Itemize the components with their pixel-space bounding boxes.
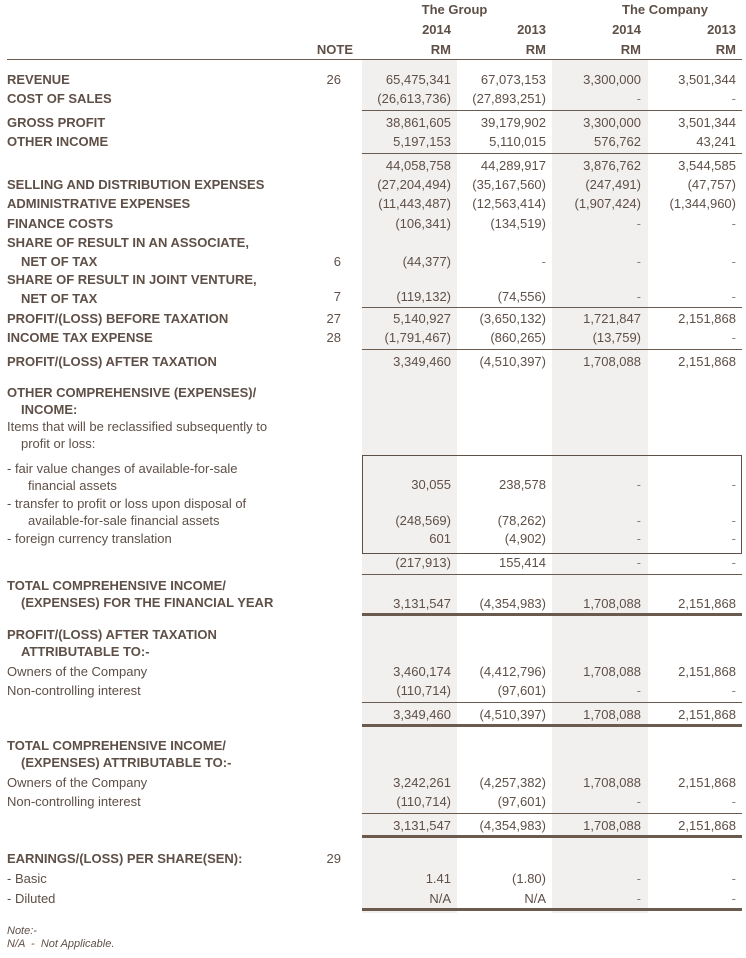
eps-label: EARNINGS/(LOSS) PER SHARE(SEN): bbox=[7, 851, 243, 866]
gross-profit-value: 38,861,605 bbox=[385, 115, 451, 130]
pat-label: PROFIT/(LOSS) AFTER TAXATION bbox=[7, 354, 217, 369]
eps-basic-label: - Basic bbox=[7, 871, 47, 886]
fair-value-value: - bbox=[731, 477, 736, 492]
fx-value: (4,902) bbox=[504, 531, 546, 546]
fx-value: 601 bbox=[429, 531, 451, 546]
tci-nci-value: - bbox=[731, 794, 736, 809]
admin-value: (1,344,960) bbox=[669, 196, 736, 211]
oci-heading-line1: OTHER COMPREHENSIVE (EXPENSES)/ bbox=[7, 385, 257, 400]
rule bbox=[362, 813, 742, 814]
pat-attr-total-value: (4,510,397) bbox=[479, 707, 546, 722]
cost-of-sales-value: (27,893,251) bbox=[472, 91, 546, 106]
tci-label-line2: (EXPENSES) FOR THE FINANCIAL YEAR bbox=[21, 595, 274, 610]
subtotal-value: 3,544,585 bbox=[678, 158, 736, 173]
tci-owners-value: 1,708,088 bbox=[583, 775, 641, 790]
fx-label: - foreign currency translation bbox=[7, 531, 172, 546]
selling-value: (35,167,560) bbox=[472, 177, 546, 192]
tci-value: 3,131,547 bbox=[393, 596, 451, 611]
fair-value-value: 238,578 bbox=[499, 477, 546, 492]
pat-value: (4,510,397) bbox=[479, 354, 546, 369]
pbt-value: 2,151,868 bbox=[678, 311, 736, 326]
rule bbox=[362, 349, 742, 350]
pat-attr-total-value: 2,151,868 bbox=[678, 707, 736, 722]
tci-value: (4,354,983) bbox=[479, 596, 546, 611]
oci-heading bbox=[7, 384, 256, 418]
jv-value: (119,132) bbox=[396, 289, 451, 304]
jv-note: 7 bbox=[333, 289, 341, 304]
double-rule bbox=[362, 908, 742, 911]
pat-attr-heading-line2: ATTRIBUTABLE TO:- bbox=[21, 644, 150, 659]
fair-value-value: - bbox=[636, 477, 641, 492]
pat-nci-label: Non-controlling interest bbox=[7, 683, 141, 698]
tci-attr-total-value: (4,354,983) bbox=[479, 818, 546, 833]
revenue-label: REVENUE bbox=[7, 72, 70, 87]
pat-owners-label: Owners of the Company bbox=[7, 664, 148, 679]
currency-company-2014: RM bbox=[620, 42, 641, 57]
pat-nci-value: - bbox=[731, 683, 736, 698]
other-income-value: 576,762 bbox=[594, 134, 641, 149]
group-header: The Group bbox=[421, 2, 488, 17]
associate-label-line1: SHARE OF RESULT IN AN ASSOCIATE, bbox=[7, 235, 249, 250]
associate-value: - bbox=[731, 254, 736, 269]
cost-of-sales-value: - bbox=[731, 91, 736, 106]
double-rule bbox=[362, 724, 742, 727]
admin-value: (11,443,487) bbox=[378, 196, 451, 211]
tax-note: 28 bbox=[326, 330, 341, 345]
eps-basic-value: - bbox=[731, 871, 736, 886]
pat-attr-heading bbox=[7, 626, 217, 660]
selling-value: (47,757) bbox=[687, 177, 736, 192]
currency-group-2013: RM bbox=[525, 42, 546, 57]
tci-attr-heading-line1: TOTAL COMPREHENSIVE INCOME/ bbox=[7, 738, 226, 753]
finance-value: - bbox=[636, 216, 641, 231]
currency-company-2013: RM bbox=[715, 42, 736, 57]
pat-nci-value: (97,601) bbox=[497, 683, 546, 698]
year-group-2014: 2014 bbox=[422, 22, 451, 37]
subtotal-value: 3,876,762 bbox=[583, 158, 641, 173]
oci-heading-line2: INCOME: bbox=[21, 402, 78, 417]
tci-nci-value: - bbox=[636, 794, 641, 809]
subtotal-value: 44,058,758 bbox=[385, 158, 451, 173]
rule bbox=[362, 702, 742, 703]
transfer-label-line2: available-for-sale financial assets bbox=[28, 513, 220, 528]
year-company-2013: 2013 bbox=[707, 22, 736, 37]
pat-nci-value: (110,714) bbox=[396, 683, 451, 698]
fx-value: - bbox=[636, 531, 641, 546]
subtotal-value: 44,289,917 bbox=[480, 158, 546, 173]
cost-of-sales-value: - bbox=[636, 91, 641, 106]
currency-group-2014: RM bbox=[430, 42, 451, 57]
fair-value-label bbox=[7, 460, 238, 494]
oci-total-value: - bbox=[636, 555, 641, 570]
tci-owners-value: 3,242,261 bbox=[393, 775, 451, 790]
associate-value: - bbox=[636, 254, 641, 269]
associate-note: 6 bbox=[333, 254, 341, 269]
other-income-value: 43,241 bbox=[696, 134, 736, 149]
tci-nci-label: Non-controlling interest bbox=[7, 794, 141, 809]
finance-label: FINANCE COSTS bbox=[7, 216, 114, 231]
transfer-value: (78,262) bbox=[497, 513, 546, 528]
year-group-2013: 2013 bbox=[517, 22, 546, 37]
transfer-value: - bbox=[636, 513, 641, 528]
pbt-value: 1,721,847 bbox=[583, 311, 641, 326]
pat-owners-value: 2,151,868 bbox=[678, 664, 736, 679]
associate-value: (44,377) bbox=[402, 254, 451, 269]
revenue-value: 67,073,153 bbox=[480, 72, 546, 87]
jv-value: - bbox=[731, 289, 736, 304]
gross-profit-value: 39,179,902 bbox=[480, 115, 546, 130]
jv-value: (74,556) bbox=[497, 289, 546, 304]
tci-attr-heading-line2: (EXPENSES) ATTRIBUTABLE TO:- bbox=[21, 755, 232, 770]
tci-attr-total-value: 3,131,547 bbox=[393, 818, 451, 833]
tci-attr-total-value: 1,708,088 bbox=[583, 818, 641, 833]
tax-value: (13,759) bbox=[592, 330, 641, 345]
company-header: The Company bbox=[622, 2, 708, 17]
oci-total-value: 155,414 bbox=[499, 555, 546, 570]
jv-value: - bbox=[636, 289, 641, 304]
fair-value-value: 30,055 bbox=[411, 477, 451, 492]
pbt-note: 27 bbox=[326, 311, 341, 326]
finance-value: (106,341) bbox=[395, 216, 451, 231]
other-income-label: OTHER INCOME bbox=[7, 134, 109, 149]
admin-value: (1,907,424) bbox=[574, 196, 641, 211]
pat-nci-value: - bbox=[636, 683, 641, 698]
eps-basic-value: - bbox=[636, 871, 641, 886]
pat-attr-total-value: 3,349,460 bbox=[393, 707, 451, 722]
gross-profit-value: 3,300,000 bbox=[583, 115, 641, 130]
pbt-value: (3,650,132) bbox=[479, 311, 546, 326]
fair-value-label-line2: financial assets bbox=[28, 478, 117, 493]
pat-attr-total-value: 1,708,088 bbox=[583, 707, 641, 722]
pat-owners-value: 3,460,174 bbox=[393, 664, 451, 679]
jv-label-line2: NET OF TAX bbox=[21, 291, 98, 306]
finance-value: - bbox=[731, 216, 736, 231]
selling-value: (247,491) bbox=[585, 177, 641, 192]
other-income-value: 5,110,015 bbox=[489, 134, 546, 149]
eps-diluted-value: - bbox=[636, 891, 641, 906]
tci-value: 2,151,868 bbox=[678, 596, 736, 611]
finance-value: (134,519) bbox=[490, 216, 546, 231]
revenue-value: 65,475,341 bbox=[385, 72, 451, 87]
rule bbox=[362, 153, 742, 154]
eps-basic-value: 1.41 bbox=[425, 871, 451, 886]
tci-nci-value: (110,714) bbox=[396, 794, 451, 809]
pbt-label: PROFIT/(LOSS) BEFORE TAXATION bbox=[7, 311, 229, 326]
associate-label-line2: NET OF TAX bbox=[21, 254, 98, 269]
tci-attr-total-value: 2,151,868 bbox=[678, 818, 736, 833]
fx-value: - bbox=[731, 531, 736, 546]
pat-owners-value: 1,708,088 bbox=[583, 664, 641, 679]
year-company-2014: 2014 bbox=[612, 22, 641, 37]
tci-label-line1: TOTAL COMPREHENSIVE INCOME/ bbox=[7, 578, 226, 593]
tax-value: (1,791,467) bbox=[384, 330, 451, 345]
pat-owners-value: (4,412,796) bbox=[479, 664, 546, 679]
rule bbox=[362, 110, 742, 111]
admin-value: (12,563,414) bbox=[472, 196, 546, 211]
pat-value: 2,151,868 bbox=[678, 354, 736, 369]
tci-attr-heading bbox=[7, 737, 231, 771]
jv-label bbox=[7, 270, 257, 308]
tci-value: 1,708,088 bbox=[583, 596, 641, 611]
eps-diluted-value: - bbox=[731, 891, 736, 906]
transfer-value: - bbox=[731, 513, 736, 528]
pbt-value: 5,140,927 bbox=[393, 311, 451, 326]
double-rule bbox=[362, 835, 742, 838]
note-header: NOTE bbox=[316, 42, 353, 57]
eps-diluted-value: N/A bbox=[524, 891, 546, 906]
transfer-value: (248,569) bbox=[395, 513, 451, 528]
eps-diluted-value: N/A bbox=[429, 891, 451, 906]
tci-owners-value: (4,257,382) bbox=[479, 775, 546, 790]
tci-owners-value: 2,151,868 bbox=[678, 775, 736, 790]
selling-label: SELLING AND DISTRIBUTION EXPENSES bbox=[7, 177, 265, 192]
eps-note: 29 bbox=[326, 851, 341, 866]
double-rule bbox=[362, 613, 742, 616]
selling-value: (27,204,494) bbox=[377, 177, 451, 192]
tci-label bbox=[7, 577, 273, 611]
oci-subheading bbox=[7, 418, 267, 452]
fair-value-label-line1: - fair value changes of available-for-sale bbox=[7, 461, 238, 476]
transfer-label-line1: - transfer to profit or loss upon disposal of bbox=[7, 496, 247, 511]
tax-value: - bbox=[731, 330, 736, 345]
eps-diluted-label: - Diluted bbox=[7, 891, 56, 906]
associate-label bbox=[7, 233, 249, 271]
pat-value: 1,708,088 bbox=[583, 354, 641, 369]
oci-total-value: - bbox=[731, 555, 736, 570]
footnote-title: Note:- bbox=[7, 925, 37, 937]
associate-value: - bbox=[541, 254, 546, 269]
rule bbox=[362, 307, 742, 308]
tax-label: INCOME TAX EXPENSE bbox=[7, 330, 153, 345]
pat-attr-heading-line1: PROFIT/(LOSS) AFTER TAXATION bbox=[7, 627, 217, 642]
gross-profit-value: 3,501,344 bbox=[678, 115, 736, 130]
tci-nci-value: (97,601) bbox=[497, 794, 546, 809]
rule bbox=[362, 574, 742, 575]
oci-total-value: (217,913) bbox=[395, 555, 451, 570]
oci-subheading-line2: profit or loss: bbox=[21, 436, 96, 451]
other-income-value: 5,197,153 bbox=[393, 134, 451, 149]
transfer-label bbox=[7, 495, 246, 529]
tci-owners-label: Owners of the Company bbox=[7, 775, 148, 790]
eps-basic-value: (1.80) bbox=[512, 871, 546, 886]
pat-value: 3,349,460 bbox=[393, 354, 451, 369]
admin-label: ADMINISTRATIVE EXPENSES bbox=[7, 196, 191, 211]
revenue-value: 3,501,344 bbox=[678, 72, 736, 87]
revenue-note: 26 bbox=[326, 72, 341, 87]
header-rule bbox=[7, 59, 742, 60]
revenue-value: 3,300,000 bbox=[583, 72, 641, 87]
cost-of-sales-value: (26,613,736) bbox=[377, 91, 451, 106]
tax-value: (860,265) bbox=[490, 330, 546, 345]
cost-of-sales-label: COST OF SALES bbox=[7, 91, 112, 106]
footnote-text: N/A - Not Applicable. bbox=[7, 938, 115, 950]
jv-label-line1: SHARE OF RESULT IN JOINT VENTURE, bbox=[7, 272, 257, 287]
gross-profit-label: GROSS PROFIT bbox=[7, 115, 106, 130]
oci-subheading-line1: Items that will be reclassified subsequently to bbox=[7, 419, 268, 434]
